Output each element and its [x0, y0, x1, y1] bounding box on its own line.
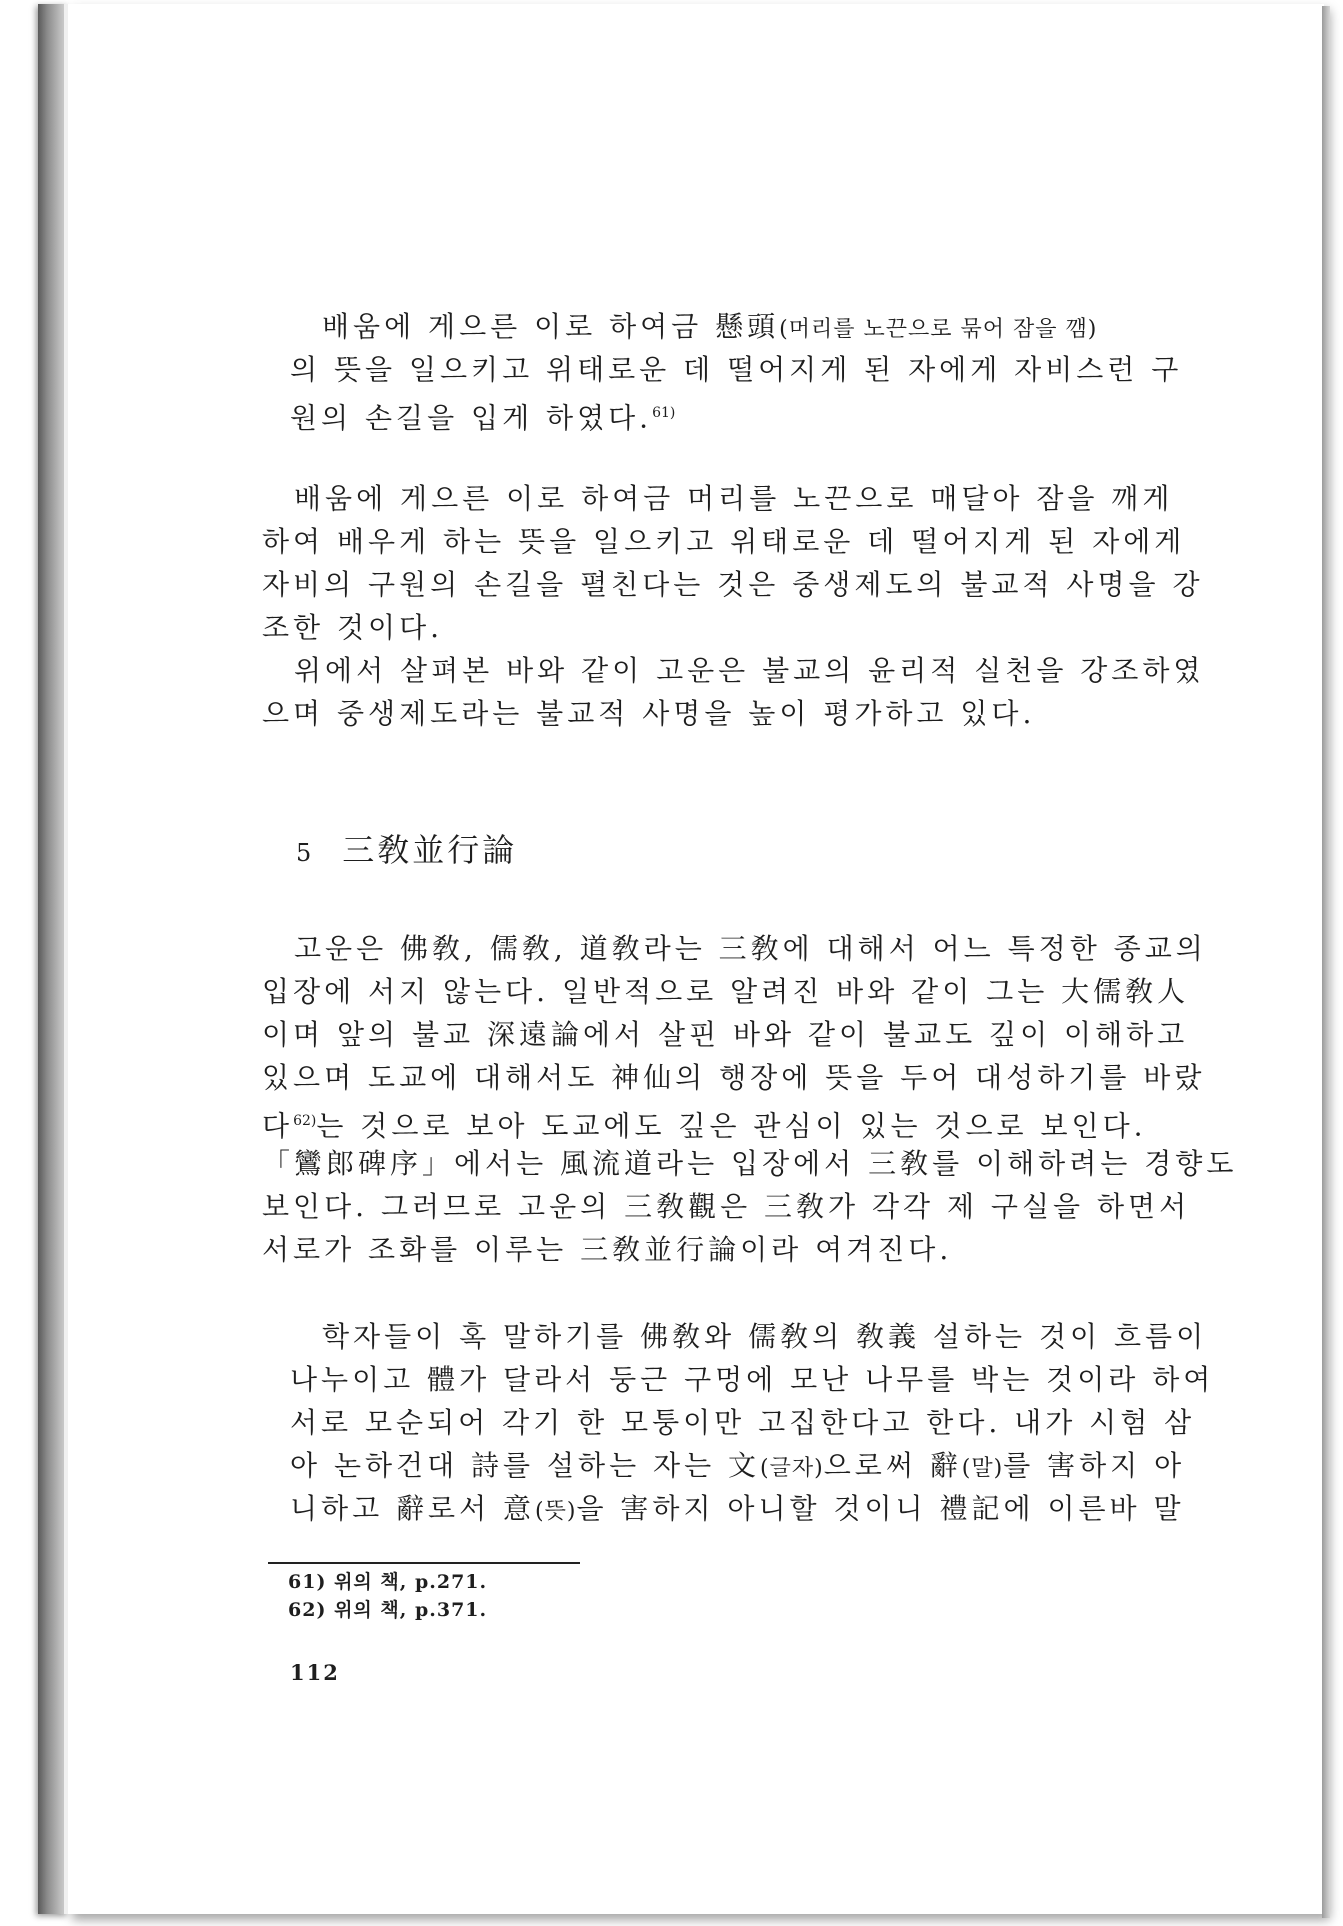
quote2-line4-e: 를 害하지 아 — [1003, 1449, 1186, 1482]
section-title: 三敎並行論 — [342, 831, 518, 869]
para2-line1: 위에서 살펴본 바와 같이 고운은 불교의 윤리적 실천을 강조하였 — [294, 654, 1205, 687]
footnote-number: 62) — [288, 1599, 327, 1621]
quote2-gloss-geulja: (글자) — [760, 1456, 824, 1481]
page-right-edge — [1322, 6, 1330, 1918]
para3-line7: 보인다. 그러므로 고운의 三敎觀은 三敎가 각각 제 구실을 하면서 — [262, 1190, 1191, 1223]
quote2-line2: 나누이고 體가 달라서 둥근 구멍에 모난 나무를 박는 것이라 하여 — [290, 1363, 1215, 1396]
footnote-divider — [268, 1562, 580, 1564]
quote2-line3: 서로 모순되어 각기 한 모퉁이만 고집한다고 한다. 내가 시험 삼 — [290, 1406, 1196, 1439]
para3-line6: 「鸞郎碑序」에서는 風流道라는 입장에서 三敎를 이해하려는 경향도 — [262, 1147, 1238, 1180]
para1-line3: 자비의 구원의 손길을 펼친다는 것은 중생제도의 불교적 사명을 강 — [262, 568, 1204, 601]
quote2-line5-a: 니하고 辭로서 意 — [290, 1492, 536, 1525]
quote1-line3 — [290, 396, 675, 435]
quote2-line4-c: 으로써 辭 — [823, 1449, 962, 1482]
para3-line5-rest: 는 것으로 보아 도교에도 깊은 관심이 있는 것으로 보인다. — [316, 1109, 1147, 1143]
quote1-line2: 의 뜻을 일으키고 위태로운 데 떨어지게 된 자에게 자비스런 구 — [290, 353, 1183, 386]
para3-line5-start: 다 — [262, 1109, 294, 1143]
quote2-line4-a: 아 논하건대 詩를 설하는 자는 文 — [290, 1449, 761, 1482]
quote1-line1-text: 배움에 게으른 이로 하여금 懸頭 — [322, 310, 780, 343]
quote2-line1: 학자들이 혹 말하기를 佛敎와 儒敎의 敎義 설하는 것이 흐름이 — [322, 1320, 1208, 1353]
quote1-line1-gloss: (머리를 노끈으로 묶어 잠을 깸) — [779, 317, 1098, 342]
page-number: 112 — [290, 1660, 340, 1685]
footnote-number: 61) — [288, 1571, 327, 1593]
para3-line2: 입장에 서지 않는다. 일반적으로 알려진 바와 같이 그는 大儒敎人 — [262, 975, 1190, 1008]
footnote-text: 위의 책, p.271. — [334, 1571, 488, 1593]
section-heading — [296, 830, 517, 873]
para3-line5 — [262, 1104, 1147, 1143]
footnote-61 — [288, 1570, 487, 1594]
section-number: 5 — [296, 839, 315, 867]
para3-line1: 고운은 佛敎, 儒敎, 道敎라는 三敎에 대해서 어느 특정한 종교의 — [294, 932, 1207, 965]
para1-line1: 배움에 게으른 이로 하여금 머리를 노끈으로 매달아 잠을 깨게 — [294, 482, 1174, 515]
para3-line8: 서로가 조화를 이루는 三敎並行論이라 여겨진다. — [262, 1233, 953, 1266]
quote1-line1 — [322, 310, 1097, 347]
quote1-line3-text: 원의 손길을 입게 하였다. — [290, 401, 653, 435]
quote2-line5-c: 을 害하지 아니할 것이니 禮記에 이른바 말 — [576, 1492, 1185, 1525]
footnote-ref-61: 61) — [652, 405, 676, 421]
quote2-line5 — [290, 1492, 1185, 1529]
page-left-edge — [64, 4, 68, 1914]
para3-line3: 이며 앞의 불교 深遠論에서 살핀 바와 같이 불교도 깊이 이해하고 — [262, 1018, 1189, 1051]
footnote-ref-62: 62) — [293, 1113, 317, 1129]
footnote-62 — [288, 1598, 487, 1622]
para1-line2: 하여 배우게 하는 뜻을 일으키고 위태로운 데 떨어지게 된 자에게 — [262, 525, 1186, 558]
footnote-text: 위의 책, p.371. — [334, 1599, 488, 1621]
para3-line4: 있으며 도교에 대해서도 神仙의 행장에 뜻을 두어 대성하기를 바랐 — [262, 1061, 1206, 1094]
para1-line4: 조한 것이다. — [262, 611, 444, 644]
quote2-gloss-tteut: (뜻) — [535, 1499, 577, 1524]
quote2-line4 — [290, 1449, 1185, 1486]
para2-line2: 으며 중생제도라는 불교적 사명을 높이 평가하고 있다. — [262, 697, 1036, 730]
quote2-gloss-mal: (말) — [961, 1456, 1004, 1481]
